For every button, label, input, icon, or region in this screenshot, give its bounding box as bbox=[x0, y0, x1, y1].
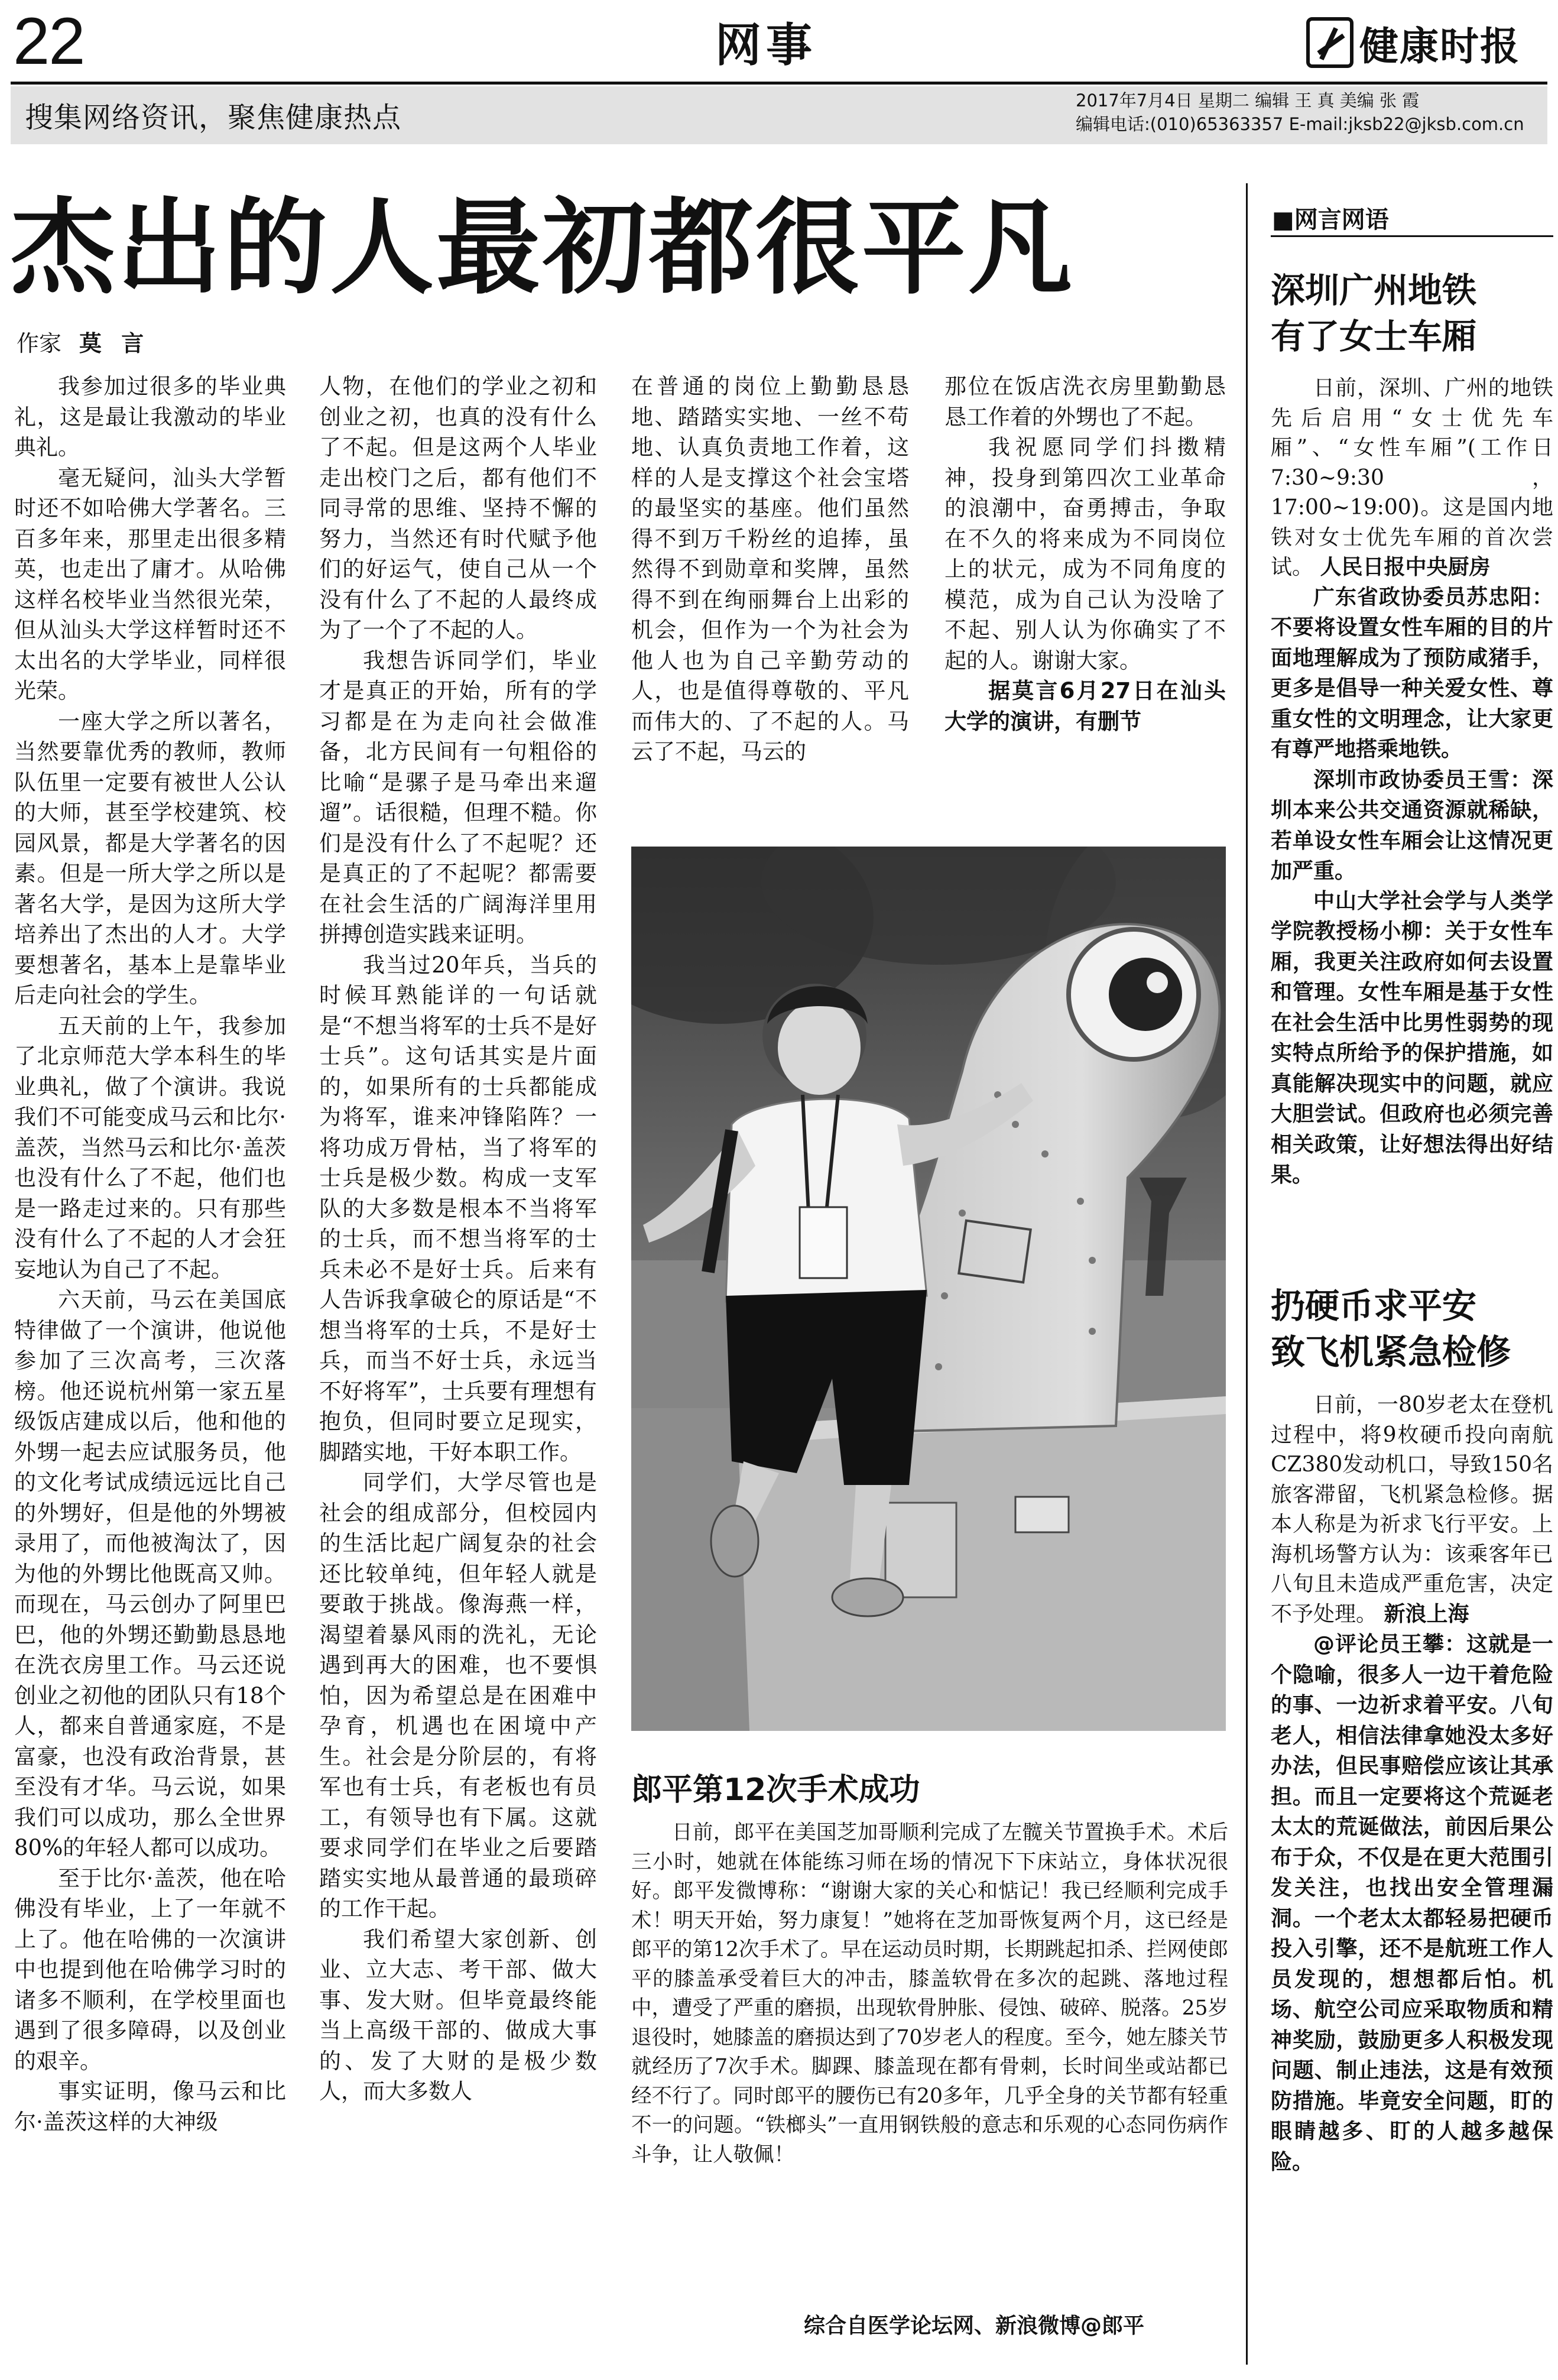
comment-text: 这就是一个隐喻，很多人一边干着危险的事、一边祈求着平安。八旬老人，相信法律拿她没太多好办法，但民事赔偿应该让其承担。而且一定要将这个荒诞老太太的荒诞做法，前因后果公布于众，不仅是在更大范围引发关注，也找出安全管理漏洞。一个老太太都轻易把硬币投入引擎，还不是航班工作人员发现的，想想都后怕。机场、航空公司应采取物质和精神奖励，鼓励更多人积极发现问题、制止违法，这是有效预防措施。毕竟安全问题，盯的眼睛越多、盯的人越多越保险。 bbox=[1271, 1632, 1553, 2174]
masthead-rule bbox=[11, 82, 1547, 85]
paragraph: 我当过20年兵，当兵的时候耳熟能详的一句话就是“不想当将军的士兵不是好士兵”。这句话其实是片面的，如果所有的士兵都能成为将军，谁来冲锋陷阵？一将功成万骨枯，当了将军的士兵是极少数。构成一支军队的大多数是根本不当将军的士兵，而不想当将军的士兵未必不是好士兵。后来有人告诉我拿破仑的原话是“不想当将军的士兵，不是好士兵，而当不好士兵，永远当不好将军”，士兵要有理想有抱负，但同时要立足现实，脚踏实地，干好本职工作。 bbox=[319, 952, 597, 1465]
news-photo bbox=[631, 847, 1226, 1731]
article-headline: 杰出的人最初都很平凡 bbox=[11, 187, 1075, 309]
paragraph: 在普通的岗位上勤勤恳恳地、踏踏实实地、一丝不苟地、认真负责地工作着，这样的人是支撑这个社会宝塔的最坚实的基座。他们虽然得不到万千粉丝的追捧，虽然得不到勋章和奖牌，虽然得不到在绚丽舞台上出彩的机会，但作为一个为社会为他人也为自己辛勤劳动的人，也是值得尊敬的、平凡而伟大的、了不起的人。马云了不起，马云的 bbox=[631, 374, 909, 764]
paragraph: 我们希望大家创新、创业、立大志、考干部、做大事、发大财。但毕竟最终能当上高级干部的、做成大事的、发了大财的是极少数人，而大多数人 bbox=[319, 1926, 597, 2104]
byline-author: 莫 言 bbox=[79, 330, 150, 356]
photo-story-title: 郎平第12次手术成功 bbox=[631, 1772, 920, 1808]
article-column-2 bbox=[319, 371, 597, 2369]
article-column-4 bbox=[944, 371, 1226, 821]
paragraph: 人物，在他们的学业之初和创业之初，也真的没有什么了不起。但是这两个人毕业走出校门之后，都有他们不同寻常的思维、坚持不懈的努力，当然还有时代赋予他们的好运气，使自己从一个没有什么了不起的人最终成为了一个了不起的人。 bbox=[319, 374, 597, 643]
sidebar-story2-body bbox=[1271, 1390, 1553, 2360]
paragraph: 一座大学之所以著名，当然要靠优秀的教师，教师队伍里一定要有被世人公认的大师，甚至学校建筑、校园风景，都是大学著名的因素。但是一所大学之所以是著名大学，是因为这所大学培养出了杰出的人才。大学要想著名，基本上是靠毕业后走向社会的学生。 bbox=[14, 708, 286, 1008]
byline-label: 作家 bbox=[17, 330, 62, 356]
comment-speaker: @评论员王攀： bbox=[1313, 1632, 1466, 1656]
comment-speaker: 深圳市政协委员王雪： bbox=[1313, 767, 1532, 792]
article-column-1 bbox=[14, 371, 286, 2369]
sidebar-rule bbox=[1271, 235, 1553, 237]
sidebar-tag: ■网言网语 bbox=[1272, 206, 1389, 234]
title-line: 有了女士车厢 bbox=[1271, 316, 1477, 356]
contact-line: 编辑电话:(010)65363357 E-mail:jksb22@jksb.com.cn bbox=[1076, 114, 1524, 134]
article-column-3 bbox=[631, 371, 909, 821]
newspaper-logo bbox=[1306, 13, 1554, 72]
logo-text: 健康时报 bbox=[1359, 23, 1520, 69]
sidebar-story2-title bbox=[1271, 1283, 1511, 1375]
lead-source: 人民日报中央厨房 bbox=[1320, 555, 1491, 579]
date-editor-line: 2017年7月4日 星期二 编辑 王 真 美编 张 霞 bbox=[1076, 90, 1420, 111]
logo-emblem-icon bbox=[1306, 17, 1353, 68]
comment-speaker: 中山大学社会学与人类学学院教授杨小柳： bbox=[1271, 889, 1553, 943]
story-lead: 日前，深圳、广州的地铁先后启用“女士优先车厢”、“女性车厢”(工作日7:30~9:30，17:00~19:00)。这是国内地铁对女士优先车厢的首次尝试。 bbox=[1271, 376, 1553, 579]
photo-story-source: 综合自医学论坛网、新浪微博@郎平 bbox=[804, 2314, 1145, 2338]
story-lead: 日前，一80岁老太在登机过程中，将9枚硬币投向南航CZ380发动机口，导致150名旅客滞留，飞机紧急检修。据本人称是为祈求飞行平安。上海机场警方认为：该乘客年已八旬且未造成严重危害，决定不予处理。 bbox=[1271, 1393, 1553, 1626]
section-title: 网事 bbox=[715, 19, 817, 72]
sidebar-story1-body bbox=[1271, 374, 1553, 1251]
paragraph: 五天前的上午，我参加了北京师范大学本科生的毕业典礼，做了个演讲。我说我们不可能变成马云和比尔·盖茨，当然马云和比尔·盖茨也没有什么了不起，他们也是一路走过来的。只有那些没有什么了不起的人才会狂妄地认为自己了不起。 bbox=[14, 1013, 286, 1282]
paragraph: 毫无疑问，汕头大学暂时还不如哈佛大学著名。三百多年来，那里走出很多精英，也走出了庸才。从哈佛这样名校毕业当然很光荣，但从汕头大学这样暂时还不太出名的大学毕业，同样很光荣。 bbox=[14, 465, 286, 703]
comment-text: 不要将设置女性车厢的目的片面地理解成为了预防咸猪手，更多是倡导一种关爱女性、尊重女性的文明理念，让大家更有尊严地搭乘地铁。 bbox=[1271, 615, 1553, 761]
photo-illustration bbox=[631, 847, 1226, 1731]
article-source-note: 据莫言6月27日在汕头大学的演讲，有删节 bbox=[944, 678, 1226, 734]
paragraph: 我想告诉同学们，毕业才是真正的开始，所有的学习都是在为走向社会做准备，北方民间有一句粗俗的比喻“是骡子是马牵出来遛遛”。话很糙，但理不糙。你们是没有什么了不起呢？还是真正的了不起呢？都需要在社会生活的广阔海洋里用拼搏创造实践来证明。 bbox=[319, 647, 597, 947]
paragraph: 那位在饭店洗衣房里勤勤恳恳工作着的外甥也了不起。 bbox=[944, 374, 1226, 430]
title-line: 扔硬币求平安 bbox=[1271, 1286, 1477, 1326]
paragraph: 至于比尔·盖茨，他在哈佛没有毕业，上了一年就不上了。他在哈佛的一次演讲中也提到他在哈佛学习时的诸多不顺利，在学校里面也遇到了很多障碍，以及创业的艰辛。 bbox=[14, 1865, 286, 2074]
comment-speaker: 广东省政协委员苏忠阳： bbox=[1313, 585, 1553, 609]
article-byline bbox=[17, 325, 150, 358]
lead-source: 新浪上海 bbox=[1384, 1601, 1469, 1626]
paragraph: 六天前，马云在美国底特律做了一个演讲，他说他参加了三次高考，三次落榜。他还说杭州第一家五星级饭店建成以后，他和他的外甥一起去应试服务员，他的文化考试成绩远远比自己的外甥好，但是他的外甥被录用了，而他被淘汰了，因为他的外甥比他既高又帅。而现在，马云创办了阿里巴巴，他的外甥还勤勤恳恳地在洗衣房里工作。马云还说创业之初他的团队只有18个人，都来自普通家庭，不是富豪，也没有政治背景，甚至没有才华。马云说，如果我们可以成功，那么全世界80%的年轻人都可以成功。 bbox=[14, 1287, 286, 1860]
comment-text: 关于女性车厢，我更关注政府如何去设置和管理。女性车厢是基于女性在社会生活中比男性弱势的现实特点所给予的保护措施，如真能解决现实中的问题，就应大胆尝试。但政府也必须完善相关政策，让好想法得出好结果。 bbox=[1271, 919, 1553, 1187]
column-divider bbox=[1246, 183, 1248, 2365]
paragraph: 我参加过很多的毕业典礼，这是最让我激动的毕业典礼。 bbox=[14, 374, 286, 460]
section-slogan: 搜集网络资讯，聚焦健康热点 bbox=[25, 101, 402, 134]
paragraph: 我祝愿同学们抖擞精神，投身到第四次工业革命的浪潮中，奋勇搏击，争取在不久的将来成为不同岗位上的状元，成为不同角度的模范，成为自己认为没啥了不起、别人认为你确实了不起的人。谢谢大家。 bbox=[944, 435, 1226, 673]
page-number: 22 bbox=[13, 4, 85, 78]
title-line: 深圳广州地铁 bbox=[1271, 270, 1477, 310]
title-line: 致飞机紧急检修 bbox=[1271, 1332, 1511, 1372]
paragraph: 同学们，大学尽管也是社会的组成部分，但校园内的生活比起广阔复杂的社会还比较单纯，但年轻人就是要敢于挑战。像海燕一样，渴望着暴风雨的洗礼，无论遇到再大的困难，也不要惧怕，因为希望总是在困难中孕育，机遇也在困境中产生。社会是分阶层的，有将军也有士兵，有老板也有员工，有领导也有下属。这就要求同学们在毕业之后要踏踏实实地从最普通的最琐碎的工作干起。 bbox=[319, 1470, 597, 1921]
paragraph: 日前，郎平在美国芝加哥顺利完成了左髋关节置换手术。术后三小时，她就在体能练习师在场的情况下下床站立，身体状况很好。郎平发微博称：“谢谢大家的关心和惦记！我已经顺利完成手术！明天开始，努力康复！”她将在芝加哥恢复两个月，这已经是郎平的第12次手术了。早在运动员时期，长期跳起扣杀、拦网使郎平的膝盖承受着巨大的冲击，膝盖软骨在多次的起跳、落地过程中，遭受了严重的磨损，出现软骨肿胀、侵蚀、破碎、脱落。25岁退役时，她膝盖的磨损达到了70岁老人的程度。至今，她左膝关节就经历了7次手术。脚踝、膝盖现在都有骨刺，长时间坐或站都已经不行了。同时郎平的腰伤已有20多年，几乎全身的关节都有轻重不一的问题。“铁榔头”一直用钢铁般的意志和乐观的心态同伤病作斗争，让人敬佩！ bbox=[631, 1821, 1228, 2167]
paragraph: 事实证明，像马云和比尔·盖茨这样的大神级 bbox=[14, 2079, 286, 2135]
comment-text: 深圳本来公共交通资源就稀缺，若单设女性车厢会让这情况更加严重。 bbox=[1271, 767, 1553, 883]
photo-story-body bbox=[631, 1818, 1228, 2303]
sidebar-story1-title bbox=[1271, 267, 1476, 359]
